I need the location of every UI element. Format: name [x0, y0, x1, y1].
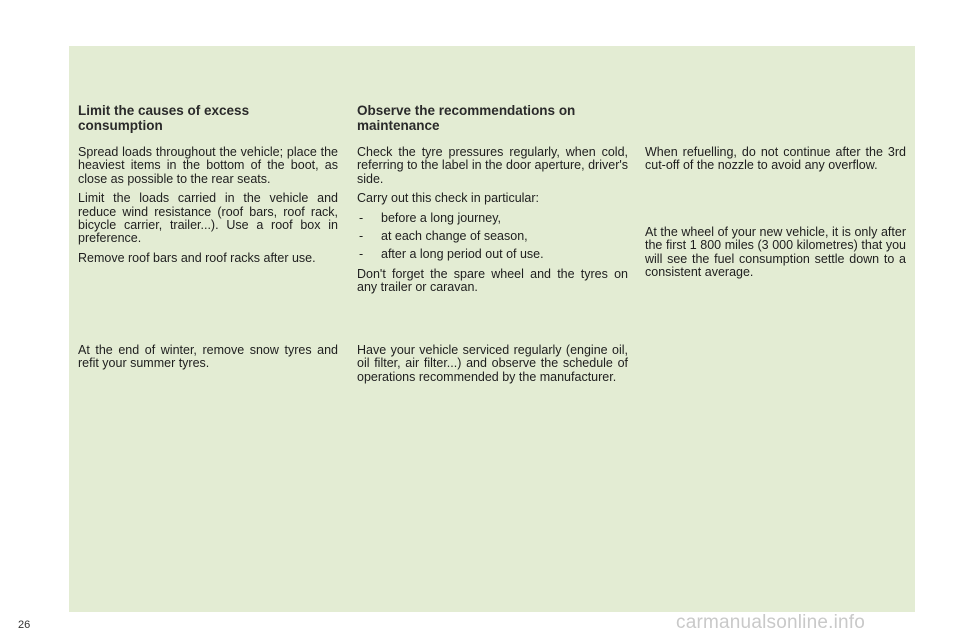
paragraph: Limit the loads carried in the vehicle and reduce wind resistance (roof bars, roof rack, bicycle carrier, trailer...). Use a roof box in preference. [78, 191, 338, 246]
checklist [357, 212, 628, 262]
column-1-text [78, 146, 338, 271]
paragraph: At the wheel of your new vehicle, it is only after the first 1 800 miles (3 000 kilometres) that you will see the fuel consumption settle down to a consistent average. [645, 225, 906, 280]
paragraph: Remove roof bars and roof racks after use. [78, 250, 316, 265]
column-1-bottom [78, 344, 338, 377]
list-item: - after a long period out of use. [357, 248, 628, 261]
watermark: carmanualsonline.info [676, 612, 866, 633]
paragraph: Don't forget the spare wheel and the tyres on any trailer or caravan. [357, 266, 628, 295]
list-item: - before a long journey, [357, 212, 628, 225]
paragraph: Have your vehicle serviced regularly (engine oil, oil filter, air filter...) and observe the schedule of operations recommended by the manufacturer. [357, 343, 628, 384]
column-3-text [645, 146, 906, 179]
list-item: - at each change of season, [357, 230, 628, 243]
paragraph: Spread loads throughout the vehicle; place the heaviest items in the bottom of the boot, as close as possible to the rear seats. [78, 145, 338, 186]
section-heading-maintenance: Observe the recommendations on maintenance [357, 103, 576, 133]
column-3-text-2 [645, 226, 906, 286]
column-2-text [357, 146, 628, 301]
page-number: 26 [18, 619, 31, 631]
paragraph: When refuelling, do not continue after the 3rd cut-off of the nozzle to avoid any overflow. [645, 145, 906, 173]
paragraph: Carry out this check in particular: [357, 191, 540, 206]
column-2-bottom [357, 344, 628, 390]
section-heading-consumption: Limit the causes of excess consumption [78, 103, 250, 133]
paragraph: Check the tyre pressures regularly, when cold, referring to the label in the door aperture, driver's side. [357, 145, 628, 186]
paragraph: At the end of winter, remove snow tyres and refit your summer tyres. [78, 343, 338, 371]
